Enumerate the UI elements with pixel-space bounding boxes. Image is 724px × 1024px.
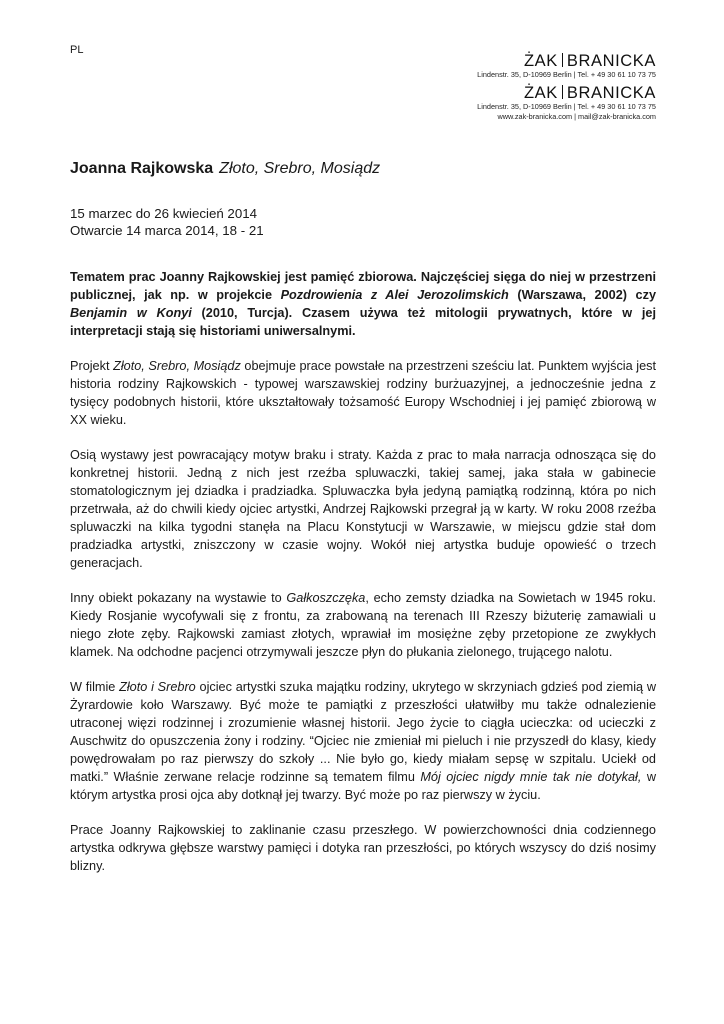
paragraph-object: Inny obiekt pokazany na wystawie to Gałkoszczęka, echo zemsty dziadka na Sowietach w 1945 roku. Kiedy Rosjanie wycofywali się z frontu, za zrabowaną na terenach III Rzeszy biżuterię zamawiali u niego złote zęby. Rajkowski zamiast złotych, wprawiał im mosiężne zęby przetopione ze zwykłych klamek. Na odchodne pacjenci otrzymywali jeszcze płyn do płukania zielonego, trującego nalotu.	[70, 591, 656, 659]
gallery-contact: www.zak-branicka.com | mail@zak-branicka.com	[497, 112, 656, 121]
artist-name: Joanna Rajkowska	[70, 160, 214, 177]
logo-divider	[562, 53, 563, 67]
paragraph-project: Projekt Złoto, Srebro, Mosiądz obejmuje prace powstałe na przestrzeni sześciu lat. Punktem wyjścia jest historia rodziny Rajkowskich - typowej warszawskiej rodziny burżuazyjnej, a jednocześnie jedna z tysięcy podobnych historii, które ukształtowały tożsamość Europy Wschodniej i jej pamięć zbiorową w XX wieku.	[70, 359, 656, 427]
opening-info: Otwarcie 14 marca 2014, 18 - 21	[70, 223, 264, 238]
page-title	[70, 160, 380, 178]
paragraph-motif: Osią wystawy jest powracający motyw braku i straty. Każda z prac to mała narracja odnosząca się do konkretnej historii. Jedną z nich jest rzeźba spluwaczki, takiej samej, jaka stała w gabinecie stomatologicznym jej dziadka i pradziadka. Spluwaczka była jedyną pamiątką rodzinną, która po nich przetrwała, aż do chwili kiedy ojciec artystki, Andrzej Rajkowski przegrał ją w karty. W roku 2008 rzeźba spluwaczki na kilka tygodni stanęła na Placu Konstytucji w Warszawie, w miejscu gdzie stał dom pradziadka artystki, zniszczony w czasie wojny. Wokół niej artystka buduje opowieść o trzech generacjach.	[70, 448, 656, 570]
language-code: PL	[70, 44, 84, 56]
paragraph-closing: Prace Joanny Rajkowskiej to zaklinanie czasu przeszłego. W powierzchowności dnia codziennego artystka odkrywa głębsze warstwy pamięci i dotyka ran przeszłości, po których wszyscy do dziś nosimy blizny.	[70, 823, 656, 873]
gallery-address: Lindenstr. 35, D-10969 Berlin | Tel. + 49 30 61 10 73 75	[477, 70, 656, 79]
press-text	[70, 268, 656, 892]
letterhead-top	[477, 52, 656, 80]
exhibition-title: Złoto, Srebro, Mosiądz	[219, 160, 381, 177]
paragraph-film: W filmie Złoto i Srebro ojciec artystki szuka majątku rodziny, ukrytego w skrzyniach gdzieś pod ziemią w Żyrardowie koło Warszawy. Być może te pamiątki z przeszłości ułatwiłby mu także odnalezienie utraconej więzi rodzinnej i zrozumienie własnej historii. Jego życie to ciągła ucieczka: od ucieczki z Auschwitz do opuszczenia żony i rodziny. “Ojciec nie zmieniał mi pieluch i nie przyszedł do klasy, kiedy powędrowałam po raz pierwszy do szkoły ... Nie było go, kiedy miałam sepsę w szpitalu. Uciekł od matki.” Właśnie zerwane relacje rodzinne są tematem filmu Mój ojciec nigdy mnie tak nie dotykał, w którym artystka prosi ojca aby dotknął jej twarzy. Być może po raz pierwszy w życiu.	[70, 680, 656, 802]
exhibition-dates	[70, 205, 264, 239]
gallery-logo: ŻAK BRANICKA	[523, 84, 656, 102]
letterhead-bottom	[477, 84, 656, 122]
logo-divider	[562, 85, 563, 99]
date-range: 15 marzec do 26 kwiecień 2014	[70, 206, 258, 221]
lead-paragraph: Tematem prac Joanny Rajkowskiej jest pamięć zbiorowa. Najczęściej sięga do niej w przestrzeni publicznej, jak np. w projekcie Pozdrowienia z Alei Jerozolimskich (Warszawa, 2002) czy Benjamin w Konyi (2010, Turcja). Czasem używa też mitologii prywatnych, które w jej interpretacji stają się historiami uniwersalnymi.	[70, 270, 656, 338]
gallery-logo: ŻAK BRANICKA	[523, 52, 656, 70]
gallery-address: Lindenstr. 35, D-10969 Berlin | Tel. + 49 30 61 10 73 75	[477, 102, 656, 111]
